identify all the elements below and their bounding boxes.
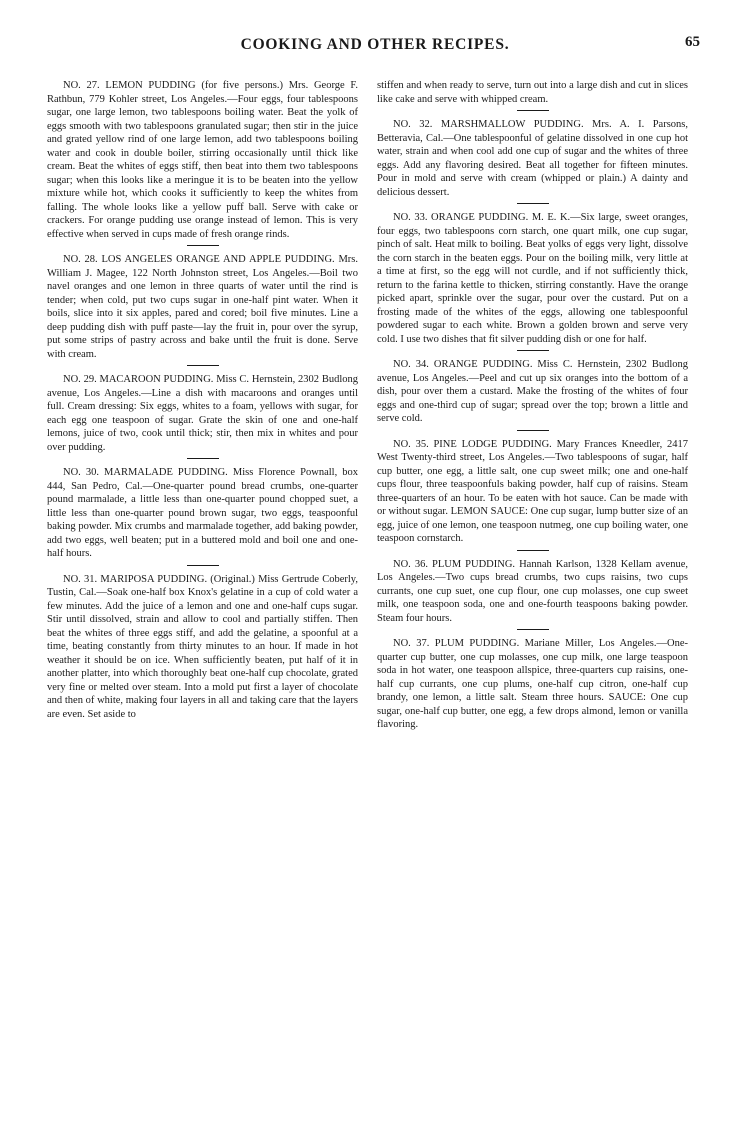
recipe-no-35 bbox=[377, 438, 688, 546]
section-divider bbox=[517, 629, 549, 630]
recipe-no-36 bbox=[377, 558, 688, 626]
section-divider bbox=[187, 565, 219, 566]
recipe-text: NO. 29. MACAROON PUDDING. Miss C. Hernstein, 2302 Budlong avenue, Los Angeles.—Line a dish with macaroons and oranges until full. Cream dressing: Six eggs, whites to a foam, yellows with sugar, for each egg one teaspoon of sugar. Grate the skin of one and one-half lemons, juice of two, cook until thick; stir, then mix in whites and pour over pudding. bbox=[47, 374, 358, 453]
recipe-no-27 bbox=[47, 79, 358, 241]
section-divider bbox=[187, 245, 219, 246]
recipe-no-34 bbox=[377, 358, 688, 426]
section-divider bbox=[517, 430, 549, 431]
recipe-no-37 bbox=[377, 637, 688, 732]
recipe-no-29 bbox=[47, 373, 358, 454]
recipe-text: NO. 30. MARMALADE PUDDING. Miss Florence Pownall, box 444, San Pedro, Cal.—One-quarter pound bread crumbs, one-quarter pound marmalade, a little less than one-quarter pound chopped suet, a little less than one-quarter pound brown sugar, two eggs, teaspoonful baking powder. Mix crumbs and marmalade together, add baking powder, add two eggs, well beaten; put in a buttered mold and boil one and one-half hours. bbox=[47, 467, 358, 559]
section-divider bbox=[517, 550, 549, 551]
recipe-no-33 bbox=[377, 211, 688, 346]
section-divider bbox=[517, 110, 549, 111]
recipe-text: NO. 27. LEMON PUDDING (for five persons.) Mrs. George F. Rathbun, 779 Kohler street, Los Angeles.—Four eggs, four tablespoons sugar, one large lemon, two tablespoons boiling water. Beat the yolk of eggs smooth with two tablespoons granulated sugar; then stir in the juice and grated yellow rind of one large lemon, add two tablespoons boiling water and cook in double boiler, stirring occasionally until thick like cream. Beat the whites of eggs stiff, then beat into them two tablespoons sugar; when this looks like a meringue it is to be beaten into the yellow mixture while hot, which cooks it sufficiently to keep the whites from falling. The whole looks like a yellow puff ball. Serve with cake or crackers. For orange pudding use orange instead of lemon. This is very effective when served in cups made of fresh orange rinds. bbox=[47, 80, 358, 240]
recipe-text: NO. 33. ORANGE PUDDING. M. E. K.—Six large, sweet oranges, four eggs, two tablespoons corn starch, one quart milk, one cup sugar, pinch of salt. Heat milk to boiling. Beat yolks of eggs very light, dissolve the corn starch in the beaten eggs. Pour on the boiling milk, very little at a time at first, so the egg will not curdle, and if not sufficiently thick, return to the farina kettle to thicken, stirring constantly. Have the orange picked apart, sprinkle over the sugar, pour over the custard. Put on a frosting made of the whites of the eggs, allowing one tablespoonful powdered sugar to each white. Brown a golden brown and serve very cold. I use two dishes that fit silver pudding dish or one for half. bbox=[377, 212, 688, 345]
recipe-text: stiffen and when ready to serve, turn out into a large dish and cut in slices like cake and serve with whipped cream. bbox=[377, 80, 688, 105]
recipe-text: NO. 35. PINE LODGE PUDDING. Mary Frances Kneedler, 2417 West Twenty-third street, Los Angeles.—Two tablespoons of sugar, half cup butter, one egg, a little salt, one cup sweet milk; one and one-half cups flour, three teaspoonfuls baking powder, half cup of raisins. Steam three-quarters of an hour. To be eaten with hot sauce. Can be made with or without sugar. LEMON SAUCE: One cup sugar, lump butter size of an egg, juice of one lemon, one teaspoon nutmeg, one cup boiling water, one teaspoon cornstarch. bbox=[377, 438, 688, 544]
page-header bbox=[0, 34, 750, 60]
section-divider bbox=[187, 458, 219, 459]
recipe-text: NO. 31. MARIPOSA PUDDING. (Original.) Miss Gertrude Coberly, Tustin, Cal.—Soak one-half box Knox's gelatine in a cup of cold water a few minutes. Add the juice of a lemon and one and one-half cups sugar. Stir until dissolved, strain and allow to cool and partially stiffen. Then beat the whites of three eggs stiff, and add the gelatine, a spoonful at a time, beating constantly from thirty minutes to an hour. If made in hot weather it should be on ice. When sufficiently beaten, put half of it in another platter, into which thoroughly beat one-half cup chocolate, grated very fine or melted over steam. Into a mold put first a layer of chocolate and then of white, making four layers in all and taking care that the layers are even. Set aside to bbox=[47, 573, 358, 720]
recipe-text: NO. 36. PLUM PUDDING. Hannah Karlson, 1328 Kellam avenue, Los Angeles.—Two cups bread crumbs, two cups raisins, two cups currants, one cup suet, one cup flour, one cup molasses, one cup sweet milk, one teaspoon soda, one and one-fourth teaspoons baking powder. Steam four hours. bbox=[377, 558, 688, 624]
recipe-text: NO. 37. PLUM PUDDING. Mariane Miller, Los Angeles.—One-quarter cup butter, one cup molasses, one cup milk, one large teaspoon soda in hot water, one teaspoon allspice, three-quarters cup raisins, one-half cup currants, one cup plums, one-half cup citron, one-half cup brandy, one lemon, a little salt. Steam three hours. SAUCE: One cup sugar, one-half cup butter, one egg, a few drops almond, lemon or vanilla flavoring. bbox=[377, 638, 688, 730]
recipe-no-32 bbox=[377, 118, 688, 199]
recipe-no-31 bbox=[47, 573, 358, 722]
recipe-no-28 bbox=[47, 253, 358, 361]
recipe-text: NO. 28. LOS ANGELES ORANGE AND APPLE PUDDING. Mrs. William J. Magee, 122 North Johnston street, Los Angeles.—Boil two navel oranges and one lemon in three quarts of water until the rind is tender; when cold, put two cups sugar in one-half pint water. When it boils, slice into it six apples, pared and cored; boil five minutes. Line a deep pudding dish with puff paste—lay the fruit in, pour over the syrup, put some strips of pastry across and bake until the fruit is done. Serve with cream. bbox=[47, 254, 358, 360]
recipe-text: NO. 32. MARSHMALLOW PUDDING. Mrs. A. I. Parsons, Betteravia, Cal.—One tablespoonful of gelatine dissolved in one cup hot water, strain and when cool add one cup of sugar and the whites of three eggs. Add any flavoring desired. Beat all together for fifteen minutes. Pour in mold and serve with cream (whipped or plain.) A dainty and delicious dessert. bbox=[377, 119, 688, 198]
section-divider bbox=[517, 203, 549, 204]
section-divider bbox=[187, 365, 219, 366]
right-column bbox=[377, 79, 688, 732]
recipe-text: NO. 34. ORANGE PUDDING. Miss C. Hernstein, 2302 Budlong avenue, Los Angeles.—Peel and cut up six oranges into the bottom of a dish, pour over them a custard. Make the frosting of the whites of four eggs and one-third cup of sugar; spread over the top; brown a little and serve cold. bbox=[377, 359, 688, 424]
page-title: COOKING AND OTHER RECIPES. bbox=[240, 36, 510, 53]
recipe-no-31-continued bbox=[377, 79, 688, 106]
page-number: 65 bbox=[685, 34, 700, 50]
recipe-no-30 bbox=[47, 466, 358, 561]
left-column bbox=[47, 79, 358, 721]
section-divider bbox=[517, 350, 549, 351]
